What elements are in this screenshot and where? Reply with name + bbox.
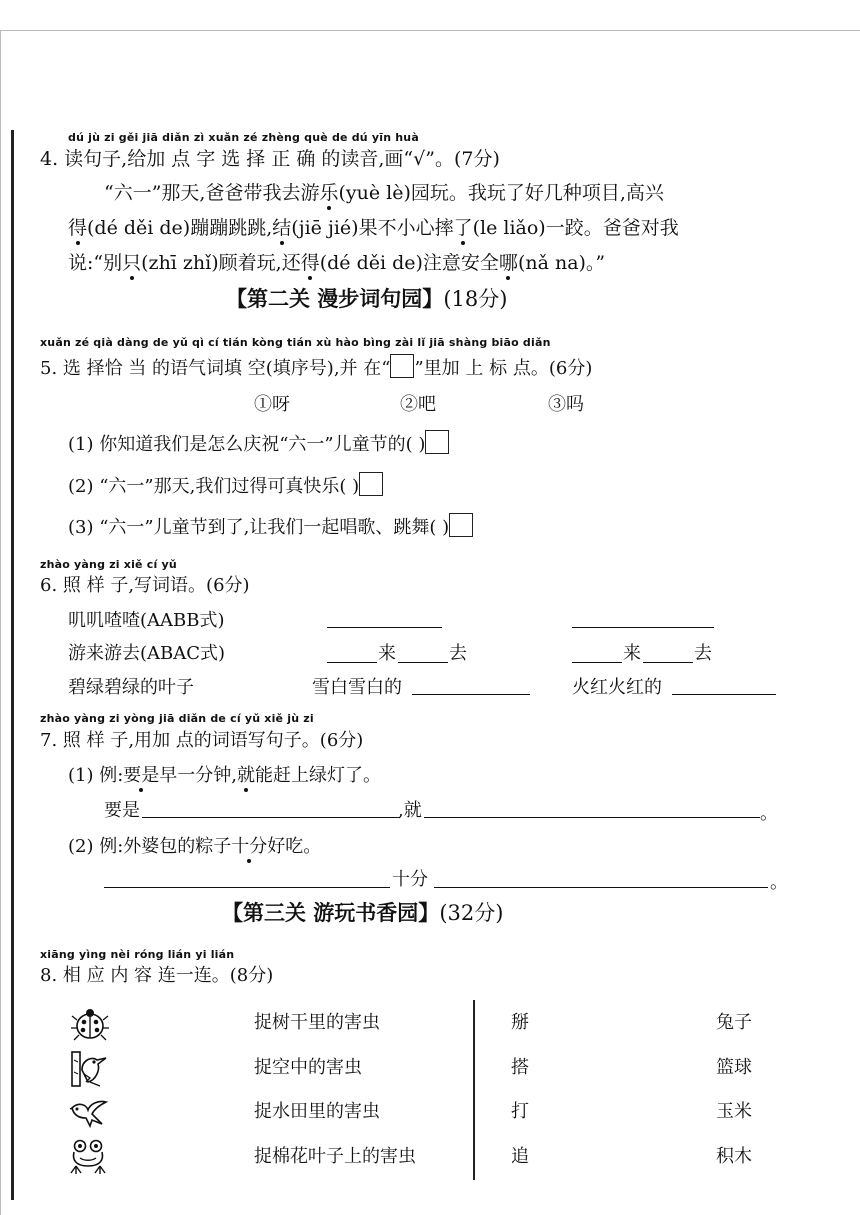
- q4-title-dotted: [146, 148, 221, 170]
- q4-line-3-c: (dé děi de)注意安全: [319, 252, 499, 274]
- section-3-title: 【第三关 游玩书香园】: [222, 900, 440, 925]
- section-3-score: (32分): [439, 901, 504, 925]
- q4-line-2-b: (jiē jié)果不小心摔: [291, 217, 454, 239]
- q5-title: [40, 354, 592, 381]
- q7-blank-2a[interactable]: [104, 886, 390, 888]
- q4-line-1: [104, 181, 664, 205]
- q4-dot-char: 乐: [319, 182, 339, 204]
- q7-fill-1-a: 要是: [104, 800, 140, 821]
- q7-e1-mid: 早一分钟,: [159, 765, 238, 786]
- q6-qu-1: 去: [449, 643, 467, 664]
- q7-stop-1: 。: [760, 803, 778, 824]
- frog-icon[interactable]: [68, 1138, 108, 1176]
- q5-answer-box-2[interactable]: [359, 472, 383, 496]
- section-2-score: (18分): [443, 287, 508, 311]
- q5-pinyin: xuǎn zé qià dàng de yǔ qì cí tián kòng tián xù hào bìng zài lǐ jiā shàng biāo diǎn: [40, 336, 551, 349]
- section-2-title: 【第二关 漫步词句园】: [226, 286, 444, 311]
- section-2-heading: [226, 285, 507, 313]
- q4-line-3: [68, 251, 605, 275]
- q7-e1-post: 能赶上绿灯了。: [255, 765, 382, 786]
- q7-example-2: [68, 835, 321, 859]
- q8-noun-2[interactable]: 篮球: [716, 1057, 752, 1078]
- q4-dot-char: 得: [300, 252, 320, 274]
- q8-noun-1[interactable]: 兔子: [716, 1012, 752, 1033]
- q4-line-1-b: (yuè lè)园玩。我玩了好几种项目,高兴: [338, 182, 664, 204]
- q5-sentence-1: [68, 430, 449, 457]
- q7-e2-pre: (2) 例:外婆包的粽子: [68, 836, 232, 857]
- ladybug-icon[interactable]: [70, 1005, 110, 1043]
- q6-lai-1: 来: [378, 643, 396, 664]
- punctuation-box: [390, 354, 414, 378]
- q4-title-post: 选 择 正 确 的读音,画“√”。(7分): [221, 148, 500, 170]
- q8-phrase-4[interactable]: 捉棉花叶子上的害虫: [254, 1146, 416, 1167]
- q4-dot-char: 结: [272, 217, 292, 239]
- q7-title-pre: 7. 照 样 子,用: [40, 730, 153, 751]
- q7-pinyin: zhào yàng zi yòng jiā diǎn de cí yǔ xiě jù zi: [40, 712, 314, 725]
- q4-line-2-c: (le liǎo)一跤。爸爸对我: [472, 217, 679, 239]
- q5-title-post: ”里加 上 标 点。(6分): [414, 358, 593, 379]
- q6-row-3-c: 火红火红的: [572, 677, 662, 698]
- q6-row-1-label: 叽叽喳喳(AABB式): [68, 610, 225, 631]
- q8-verb-2[interactable]: 搭: [511, 1057, 529, 1078]
- q7-fill-2: 十分: [392, 869, 428, 890]
- q6-title: 6. 照 样 子,写词语。(6分): [40, 575, 250, 596]
- q8-phrase-2[interactable]: 捉空中的害虫: [254, 1057, 362, 1078]
- matching-divider: [473, 1000, 475, 1180]
- q7-example-1: [68, 764, 381, 788]
- q7-blank-1a[interactable]: [142, 816, 400, 818]
- q6-blank-2a[interactable]: [327, 661, 377, 663]
- q4-pinyin: dú jù zi gěi jiā diǎn zì xuǎn zé zhèng què de dú yīn huà: [68, 131, 419, 144]
- q4-dot-char: 哪: [498, 252, 518, 274]
- q6-blank-2b[interactable]: [398, 661, 448, 663]
- q4-line-3-d: (nǎ na)。”: [517, 252, 606, 274]
- q7-blank-2b[interactable]: [434, 886, 768, 888]
- swallow-icon[interactable]: [68, 1094, 108, 1132]
- section-3-heading: [222, 899, 503, 927]
- q6-blank-1a[interactable]: [327, 626, 442, 628]
- q5-option-1: ①呀: [254, 394, 290, 415]
- q5-answer-box-1[interactable]: [425, 430, 449, 454]
- q8-phrase-1[interactable]: 捉树干里的害虫: [254, 1012, 380, 1033]
- q6-row-3-b: 雪白雪白的: [312, 677, 402, 698]
- q5-sentence-2: [68, 472, 383, 499]
- q8-title: 8. 相 应 内 容 连一连。(8分): [40, 965, 274, 986]
- q4-line-3-b: (zhī zhǐ)顾着玩,还: [141, 252, 301, 274]
- q8-noun-4[interactable]: 积木: [716, 1146, 752, 1167]
- q8-pinyin: xiāng yìng nèi róng lián yi lián: [40, 948, 235, 961]
- q4-dot-char: 了: [453, 217, 473, 239]
- q7-title-post: 的词语写句子。(6分): [193, 730, 364, 751]
- q4-line-2-a: (dé děi de)蹦蹦跳跳,: [87, 217, 273, 239]
- q6-lai-2: 来: [623, 643, 641, 664]
- q7-fill-1-b: ,就: [398, 800, 422, 821]
- q5-sentence-3: [68, 513, 473, 540]
- q7-blank-1b[interactable]: [424, 816, 760, 818]
- q8-phrase-3[interactable]: 捉水田里的害虫: [254, 1101, 380, 1122]
- q6-blank-2c[interactable]: [572, 661, 622, 663]
- q5-title-pre: 5. 选 择恰 当 的语气词填 空(填序号),并 在“: [40, 358, 391, 379]
- q7-title-dot: 加 点: [152, 730, 194, 751]
- q6-blank-3a[interactable]: [412, 693, 530, 695]
- q6-row-2-label: 游来游去(ABAC式): [68, 643, 226, 664]
- q5-sentence-3-text: (3) “六一”儿童节到了,让我们一起唱歌、跳舞( ): [68, 517, 450, 538]
- binding-margin-rule: [11, 130, 14, 1200]
- q6-qu-2: 去: [694, 643, 712, 664]
- q5-option-2: ②吧: [400, 394, 436, 415]
- q4-line-3-a: 说:“别: [68, 252, 123, 274]
- q8-noun-3[interactable]: 玉米: [716, 1101, 752, 1122]
- q5-sentence-2-text: (2) “六一”那天,我们过得可真快乐( ): [68, 476, 360, 497]
- q7-e1-pre: (1) 例:: [68, 765, 124, 786]
- q5-option-3: ③吗: [548, 394, 584, 415]
- q6-blank-3b[interactable]: [672, 693, 776, 695]
- q7-title: [40, 729, 363, 753]
- q4-title: [40, 147, 500, 171]
- q5-answer-box-3[interactable]: [449, 513, 473, 537]
- q4-line-2: [68, 216, 679, 240]
- q8-verb-1[interactable]: 掰: [511, 1012, 529, 1033]
- page-top-border: [0, 30, 860, 31]
- page-left-border: [0, 30, 1, 1215]
- q7-e1-dot-1: 要是: [123, 765, 160, 786]
- q7-e2-dot: 十分: [231, 836, 268, 857]
- q4-line-1-a: “六一”那天,爸爸带我去游: [104, 182, 320, 204]
- q7-e2-post: 好吃。: [267, 836, 322, 857]
- q8-verb-3[interactable]: 打: [511, 1101, 529, 1122]
- q4-dot-char: 得: [68, 217, 88, 239]
- q7-stop-2: 。: [770, 872, 788, 893]
- q7-e1-dot-2: 就: [237, 765, 256, 786]
- woodpecker-icon[interactable]: [70, 1050, 110, 1088]
- q4-title-pre: 4. 读句子,给: [40, 148, 147, 170]
- q5-sentence-1-text: (1) 你知道我们是怎么庆祝“六一”儿童节的( ): [68, 434, 426, 455]
- q6-row-3-label: 碧绿碧绿的叶子: [68, 677, 194, 698]
- q6-blank-2d[interactable]: [643, 661, 693, 663]
- q6-blank-1b[interactable]: [572, 626, 714, 628]
- q4-title-dot-text: 加点字: [146, 148, 222, 170]
- q8-verb-4[interactable]: 追: [511, 1146, 529, 1167]
- q4-dot-char: 只: [122, 252, 142, 274]
- q6-pinyin: zhào yàng zi xiě cí yǔ: [40, 558, 177, 571]
